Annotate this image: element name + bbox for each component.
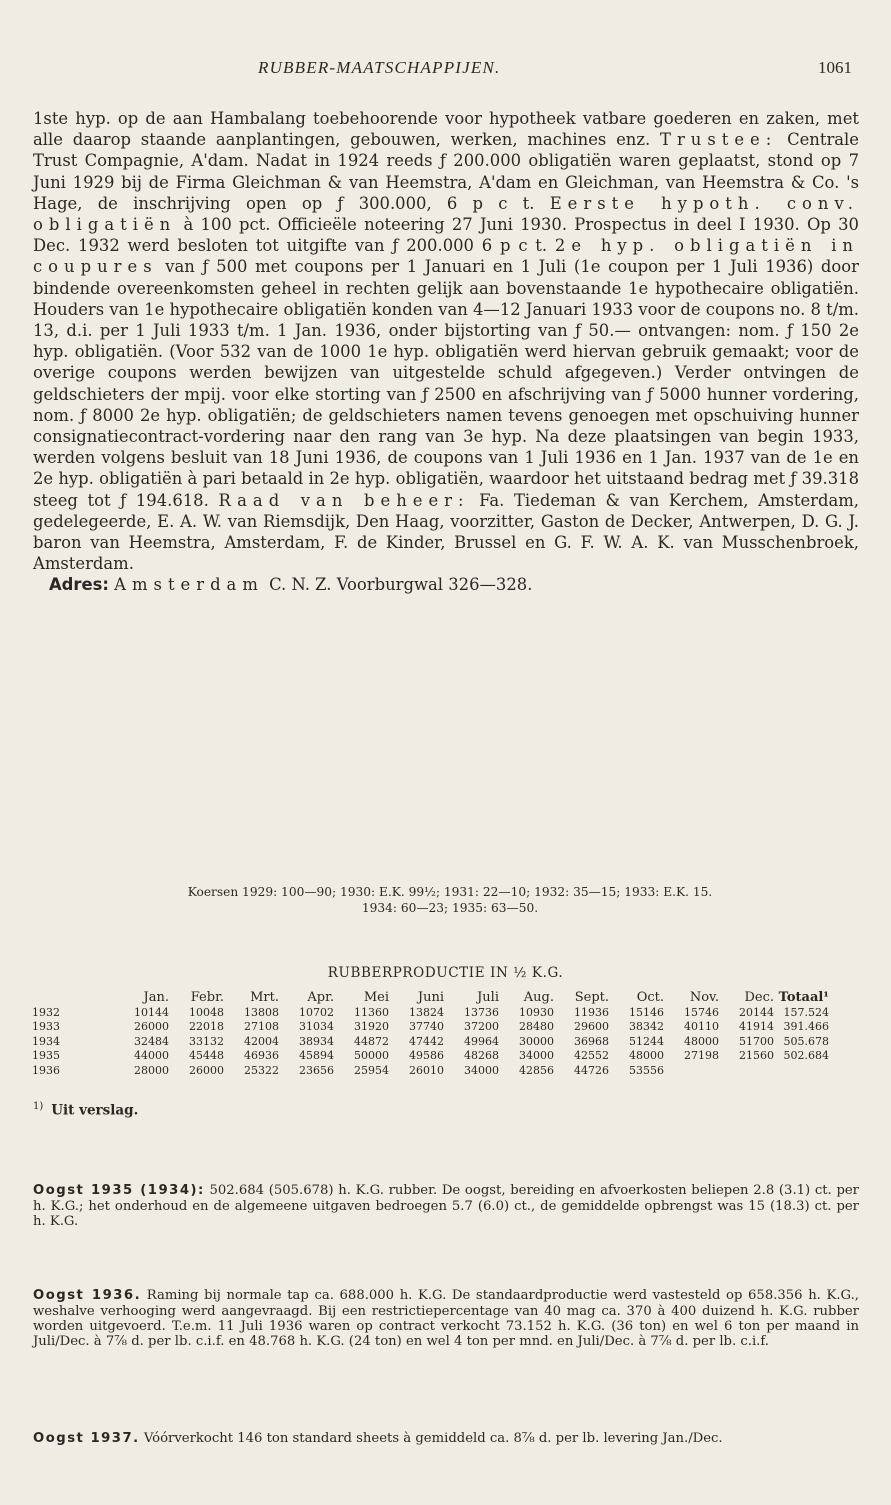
oogst-1936-paragraph <box>33 1288 859 1350</box>
table-cell: 42552 <box>574 1049 609 1063</box>
table-row <box>32 1020 829 1035</box>
column-header: Aug. <box>523 990 554 1005</box>
table-cell: 36968 <box>574 1034 609 1048</box>
table-cell: 10048 <box>189 1005 224 1019</box>
table-cell: 48268 <box>464 1049 499 1063</box>
table-cell: 50000 <box>354 1049 389 1063</box>
oogst-label: Oogst 1936. <box>33 1288 142 1304</box>
koersen-line: 1934: 60—23; 1935: 63—50. <box>361 901 539 915</box>
row-year-cell: 1933 <box>32 1020 60 1034</box>
table-cell: 38342 <box>629 1020 664 1034</box>
column-header: Oct. <box>636 990 664 1005</box>
table-cell: 391.466 <box>783 1020 829 1034</box>
table-cell: 42004 <box>244 1034 279 1048</box>
table-cell: 502.684 <box>783 1049 829 1063</box>
table-cell: 48000 <box>684 1034 719 1048</box>
table-cell: 41914 <box>739 1020 774 1034</box>
table-cell: 51700 <box>739 1034 774 1048</box>
table-cell: 34000 <box>464 1063 499 1077</box>
table-body <box>32 1006 829 1079</box>
table-cell: 23656 <box>299 1063 334 1077</box>
table-cell: 44726 <box>574 1063 609 1077</box>
table-cell: 29600 <box>574 1020 609 1034</box>
text-segment: à 100 pct. Officieële noteering 27 Juni 1930. Prospectus in deel I 1930. Op 30 Dec. 1932 werd besloten tot uitgifte van ƒ 200.000 6 p c t. <box>33 215 859 256</box>
table-cell: 44000 <box>134 1049 169 1063</box>
table-cell: 45448 <box>189 1049 224 1063</box>
table-cell: 10702 <box>299 1005 334 1019</box>
table-cell: 40110 <box>684 1020 719 1034</box>
table-cell: 27108 <box>244 1020 279 1034</box>
table-cell: 11360 <box>354 1005 389 1019</box>
table-cell: 13824 <box>409 1005 444 1019</box>
table-cell: 28000 <box>134 1063 169 1077</box>
table-row <box>32 1035 829 1050</box>
table-cell: 27198 <box>684 1049 719 1063</box>
table-cell <box>664 1064 719 1079</box>
table-header-row <box>32 991 829 1006</box>
production-table-title: RUBBERPRODUCTIE IN ½ K.G. <box>327 965 564 981</box>
koersen-line: Koersen 1929: 100—90; 1930: E.K. 99½; 1931: 22—10; 1932: 35—15; 1933: E.K. 15. <box>187 885 713 899</box>
table-cell: 33132 <box>189 1034 224 1048</box>
table-cell: 48000 <box>629 1049 664 1063</box>
footnote-marker: 1) <box>33 1101 44 1112</box>
table-cell: 15146 <box>629 1005 664 1019</box>
table-row <box>32 1006 829 1021</box>
company-description <box>33 108 859 596</box>
address-city: Amsterdam <box>114 575 264 595</box>
table-cell: 13736 <box>464 1005 499 1019</box>
koersen-block <box>70 884 830 916</box>
running-title: RUBBER-MAATSCHAPPIJEN. <box>258 58 501 77</box>
table-cell: 32484 <box>134 1034 169 1048</box>
column-header: Sept. <box>574 990 609 1005</box>
table-cell: 26000 <box>134 1020 169 1034</box>
page-number: 1061 <box>818 58 852 77</box>
table-cell: 505.678 <box>783 1034 829 1048</box>
oogst-1937-paragraph <box>33 1431 859 1446</box>
production-table <box>32 991 829 1079</box>
column-header: Mei <box>363 990 389 1005</box>
table-cell: 21560 <box>739 1049 774 1063</box>
table-cell: 38934 <box>299 1034 334 1048</box>
table-cell: 25322 <box>244 1063 279 1077</box>
footnote-text: Uit verslag. <box>51 1102 139 1119</box>
table-row <box>32 1064 829 1079</box>
table-footnote <box>33 1101 138 1119</box>
address-line <box>33 574 859 595</box>
table-cell: 26000 <box>189 1063 224 1077</box>
table-cell: 20144 <box>739 1005 774 1019</box>
column-header: Juni <box>417 990 444 1005</box>
table-cell: 49964 <box>464 1034 499 1048</box>
table-cell: 42856 <box>519 1063 554 1077</box>
table-cell: 45894 <box>299 1049 334 1063</box>
tweede-hypotheek-label: 2e hyp. obligatiën in coupures <box>33 236 859 277</box>
table-cell: 26010 <box>409 1063 444 1077</box>
table-cell: 15746 <box>684 1005 719 1019</box>
row-year-cell: 1932 <box>32 1005 60 1019</box>
table-cell: 31920 <box>354 1020 389 1034</box>
table-cell: 157.524 <box>783 1005 829 1019</box>
table-cell <box>719 1064 774 1079</box>
table-cell: 47442 <box>409 1034 444 1048</box>
column-header <box>32 991 114 1006</box>
page-header <box>0 58 891 82</box>
row-year-cell: 1935 <box>32 1049 60 1063</box>
address-value: C. N. Z. Voorburgwal 326—328. <box>263 575 533 595</box>
text-segment: van ƒ 500 met coupons per 1 Januari en 1 Juli (1e coupon per 1 Juli 1936) door bindende overeenkomsten geheel in rechten gelijk aan bovenstaande 1e hypothecaire obligatiën. Houders van 1e hypothecaire obligatiën konden van 4—12 Januari 1933 voor de coupons no. 8 t/m. 13, d.i. per 1 Juli 1933 t/m. 1 Jan. 1936, onder bijstorting van ƒ 50.— ontvangen: nom. ƒ 150 2e hyp. obligatiën. (Voor 532 van de 1000 1e hyp. obligatiën werd hiervan gebruik gemaakt; voor de overige coupons werden bewijzen van uitgestelde schuld afgegeven.) Verder ontvingen de geldschieters der mpij. voor elke storting van ƒ 2500 en afschrijving van ƒ 5000 hunner vordering, nom. ƒ 8000 2e hyp. obligatiën; de geldschieters namen tevens genoegen met opschuiving hunner consignatiecontract-vordering naar den rang van 3e hyp. Na deze plaatsingen van begin 1933, werden volgens besluit van 18 Juni 1936, de coupons van 1 Juli 1936 en 1 Jan. 1937 van de 1e en 2e hyp. obligatiën à pari betaald in 2e hyp. obligatiën, waardoor het uitstaand bedrag met ƒ 39.318 steeg tot ƒ 194.618. <box>33 257 859 510</box>
table-cell: 13808 <box>244 1005 279 1019</box>
table-cell: 25954 <box>354 1063 389 1077</box>
column-header: Totaal¹ <box>778 990 829 1005</box>
row-year-cell: 1936 <box>32 1063 60 1077</box>
table-cell: 46936 <box>244 1049 279 1063</box>
table-cell: 37200 <box>464 1020 499 1034</box>
row-year-cell: 1934 <box>32 1034 60 1048</box>
column-header: Dec. <box>744 990 774 1005</box>
column-header: Febr. <box>190 990 224 1005</box>
table-cell: 10144 <box>134 1005 169 1019</box>
table-cell: 51244 <box>629 1034 664 1048</box>
table-cell: 30000 <box>519 1034 554 1048</box>
table-cell: 34000 <box>519 1049 554 1063</box>
table-cell: 49586 <box>409 1049 444 1063</box>
address-label: Adres: <box>49 575 109 595</box>
oogst-text: Raming bij normale tap ca. 688.000 h. K.G. De standaardproductie werd vastesteld op 658.356 h. K.G., weshalve verhooging werd aangevraagd. Bij een restrictiepercentage van 40 mag ca. 370 à 400 duizend h. K.G. rubber worden uitgevoerd. T.e.m. 11 Juli 1936 waren op contract verkocht 73.152 h. K.G. (36 ton) en wel 6 ton per maand in Juli/Dec. à 7⅞ d. per lb. c.i.f. en 48.768 h. K.G. (24 ton) en wel 4 ton per mnd. en Juli/Dec. à 7⅞ d. per lb. c.i.f. <box>33 1288 859 1350</box>
oogst-label: Oogst 1937. <box>33 1431 140 1447</box>
text-segment: Fa. Tiedeman & van Kerchem, Amsterdam, gedelegeerde, E. A. W. van Riemsdijk, Den Haag, voorzitter, Gaston de Decker, Antwerpen, D. G. J. baron van Heemstra, Amsterdam, F. de Kinder, Brussel en G. F. W. A. K. van Musschenbroek, Amsterdam. <box>33 490 859 574</box>
raad-van-beheer-label: Raad van beheer: <box>218 490 470 510</box>
eerste-hypotheek-label: Eerste hypoth. conv. obligatiën <box>33 193 860 235</box>
table-cell: 28480 <box>519 1020 554 1034</box>
column-header: Jan. <box>143 990 169 1005</box>
column-header: Nov. <box>689 990 719 1005</box>
table-cell: 31034 <box>299 1020 334 1034</box>
oogst-label: Oogst 1935 (1934): <box>33 1183 205 1199</box>
column-header: Juli <box>477 990 499 1005</box>
table-row <box>32 1049 829 1064</box>
table-cell: 53556 <box>629 1063 664 1077</box>
table-cell: 10930 <box>519 1005 554 1019</box>
table-cell: 11936 <box>574 1005 609 1019</box>
table-cell: 22018 <box>189 1020 224 1034</box>
oogst-text: 502.684 (505.678) h. K.G. rubber. De oogst, bereiding en afvoerkosten beliepen 2.8 (3.1) ct. per h. K.G.; het onderhoud en de algemeene uitgaven bedroegen 5.7 (6.0) ct., de gemiddelde opbrengst was 15 (18.3) ct. per h. K.G. <box>33 1183 859 1229</box>
table-cell: 37740 <box>409 1020 444 1034</box>
text-segment: 1ste hyp. op de aan Hambalang toebehoorende voor hypotheek vatbare goederen en zaken, met alle daarop staande aanplantingen, gebouwen, werken, machines enz. <box>33 109 859 150</box>
table-cell: 44872 <box>354 1034 389 1048</box>
column-header: Mrt. <box>250 990 279 1005</box>
oogst-1935-paragraph <box>33 1183 859 1229</box>
description-paragraph <box>33 108 859 574</box>
column-header: Apr. <box>307 990 334 1005</box>
table-cell <box>774 1064 829 1079</box>
oogst-text: Vóórverkocht 146 ton standard sheets à gemiddeld ca. 8⅞ d. per lb. levering Jan./Dec. <box>139 1431 723 1447</box>
text-segment: Centrale Trust Compagnie, A'dam. Nadat in 1924 reeds ƒ 200.000 obligatiën waren geplaatst, stond op 7 Juni 1929 bij de Firma Gleichman & van Heemstra, A'dam en Gleichman, van Heemstra & Co. 's Hage, de inschrijving open op ƒ 300.000, 6 p c t. <box>33 130 859 213</box>
trustee-label: Trustee: <box>660 130 778 150</box>
